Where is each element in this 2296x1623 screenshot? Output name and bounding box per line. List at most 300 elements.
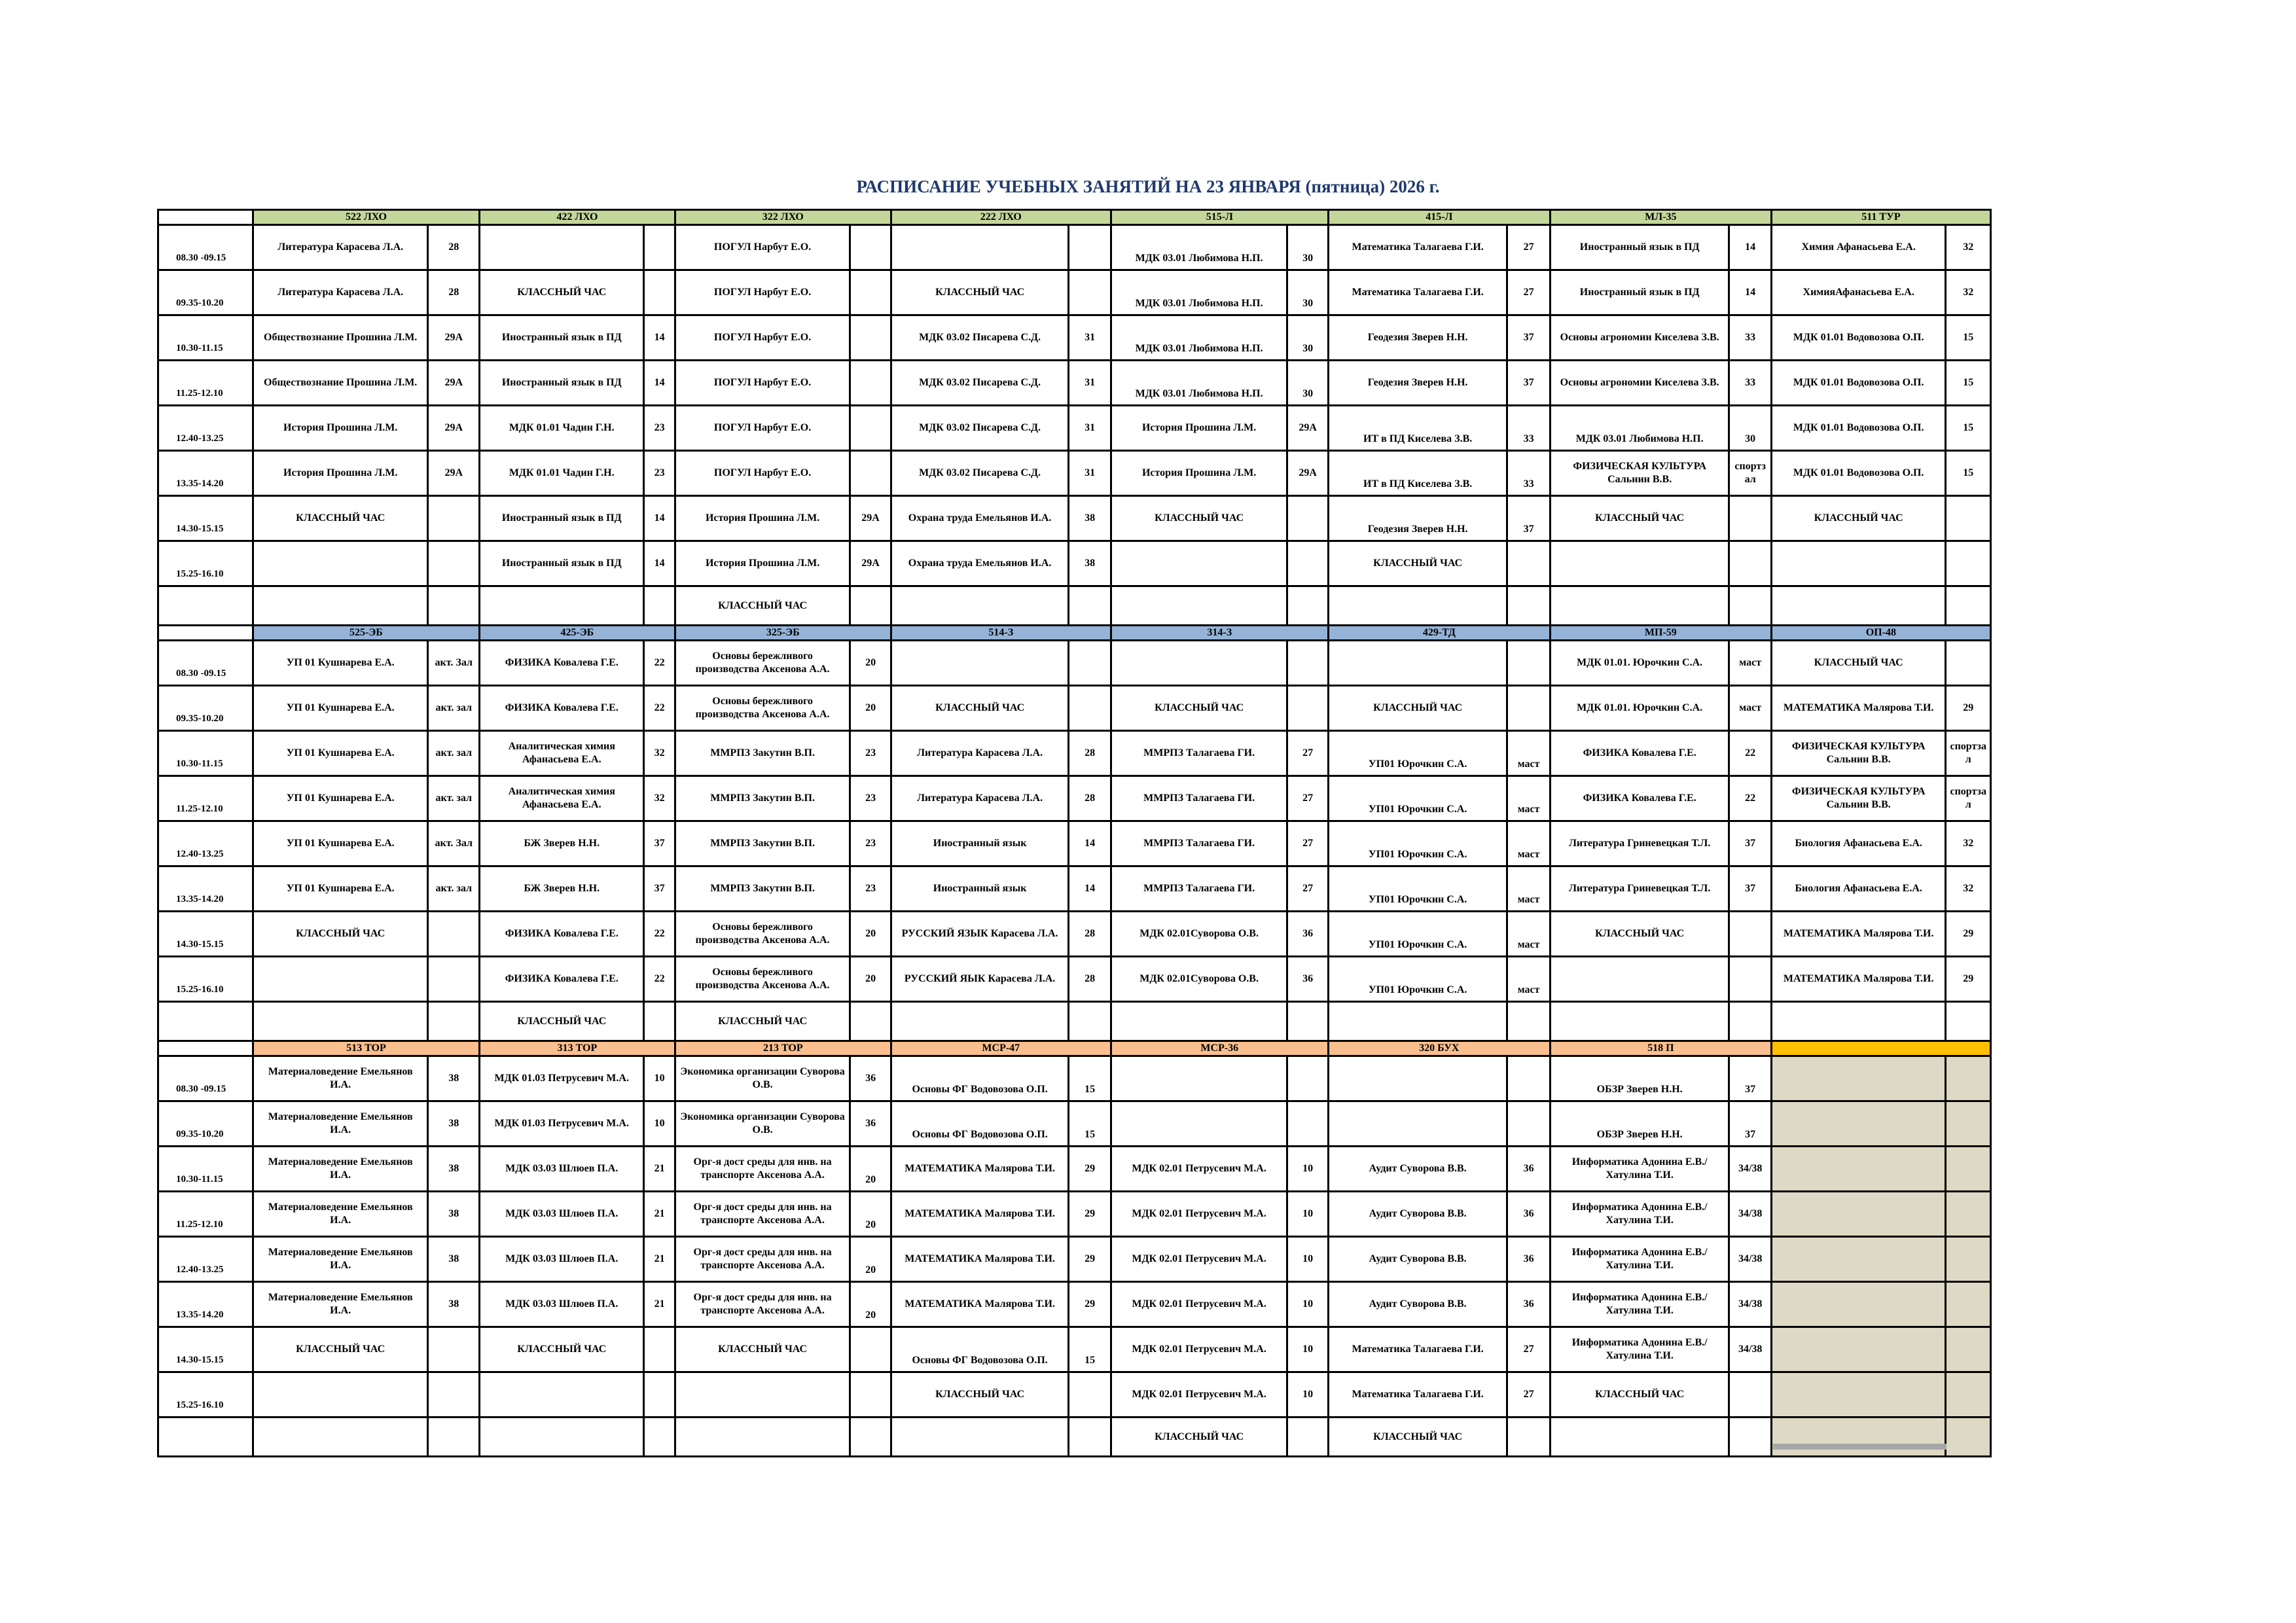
lesson-subject: Геодезия Зверев Н.Н. bbox=[1328, 361, 1507, 406]
lesson-subject bbox=[253, 1418, 428, 1457]
lesson-subject: Материаловедение Емельянов И.А. bbox=[253, 1237, 428, 1282]
lesson-subject bbox=[1550, 586, 1729, 626]
lesson-subject: ПОГУЛ Нарбут Е.О. bbox=[675, 406, 850, 451]
lesson-subject: Основы бережливого производства Аксенова А.А. bbox=[675, 912, 850, 957]
group-header: МСР-36 bbox=[1111, 1041, 1328, 1056]
lesson-room: 29А bbox=[1287, 406, 1328, 451]
lesson-subject: КЛАССНЫЙ ЧАС bbox=[1328, 1418, 1507, 1457]
lesson-subject: ОБЗР Зверев Н.Н. bbox=[1550, 1101, 1729, 1147]
lesson-subject: УП 01 Кушнарева Е.А. bbox=[253, 641, 428, 686]
lesson-subject: УП01 Юрочкин С.А. bbox=[1328, 776, 1507, 821]
lesson-room bbox=[1069, 686, 1111, 731]
table-row bbox=[158, 821, 1991, 866]
lesson-room: маст bbox=[1729, 686, 1771, 731]
lesson-subject: ПОГУЛ Нарбут Е.О. bbox=[675, 315, 850, 361]
lesson-room: 30 bbox=[1287, 225, 1328, 270]
lesson-room: 21 bbox=[644, 1282, 675, 1327]
lesson-room: 29А bbox=[850, 541, 891, 586]
lesson-room: 27 bbox=[1287, 731, 1328, 776]
lesson-subject: КЛАССНЫЙ ЧАС bbox=[891, 1372, 1069, 1418]
lesson-room: 20 bbox=[850, 641, 891, 686]
lesson-subject bbox=[1771, 1237, 1946, 1282]
lesson-room: 36 bbox=[1507, 1147, 1550, 1192]
group-header-row bbox=[158, 626, 1991, 641]
lesson-room: 32 bbox=[1946, 225, 1991, 270]
lesson-room: 27 bbox=[1507, 270, 1550, 315]
lesson-room: 27 bbox=[1287, 821, 1328, 866]
lesson-subject: УП 01 Кушнарева Е.А. bbox=[253, 731, 428, 776]
lesson-room: 30 bbox=[1287, 361, 1328, 406]
lesson-room: 22 bbox=[644, 957, 675, 1002]
lesson-subject: ОБЗР Зверев Н.Н. bbox=[1550, 1056, 1729, 1101]
lesson-time: 10.30-11.15 bbox=[158, 731, 253, 776]
lesson-subject: УП 01 Кушнарева Е.А. bbox=[253, 821, 428, 866]
lesson-room: 15 bbox=[1069, 1056, 1111, 1101]
lesson-subject: МДК 01.01 Водовозова О.П. bbox=[1771, 406, 1946, 451]
lesson-room: 15 bbox=[1946, 361, 1991, 406]
lesson-room: 31 bbox=[1069, 451, 1111, 496]
lesson-time: 08.30 -09.15 bbox=[158, 1056, 253, 1101]
lesson-room: 23 bbox=[850, 821, 891, 866]
lesson-room bbox=[428, 1418, 479, 1457]
table-row bbox=[158, 776, 1991, 821]
lesson-room bbox=[428, 496, 479, 541]
lesson-subject: Геодезия Зверев Н.Н. bbox=[1328, 496, 1507, 541]
lesson-subject: КЛАССНЫЙ ЧАС bbox=[675, 1327, 850, 1372]
lesson-time: 13.35-14.20 bbox=[158, 451, 253, 496]
lesson-time: 13.35-14.20 bbox=[158, 866, 253, 912]
lesson-room bbox=[1069, 1418, 1111, 1457]
lesson-room: 20 bbox=[850, 1147, 891, 1192]
lesson-subject: Основы бережливого производства Аксенова А.А. bbox=[675, 641, 850, 686]
lesson-room bbox=[1729, 586, 1771, 626]
lesson-subject bbox=[1550, 1418, 1729, 1457]
lesson-room bbox=[428, 957, 479, 1002]
lesson-subject: КЛАССНЫЙ ЧАС bbox=[1111, 1418, 1287, 1457]
group-header bbox=[1771, 1041, 1990, 1056]
group-header: 515-Л bbox=[1111, 210, 1328, 225]
lesson-room bbox=[1946, 586, 1991, 626]
lesson-subject bbox=[1328, 1101, 1507, 1147]
lesson-subject bbox=[1771, 1327, 1946, 1372]
lesson-room: 27 bbox=[1507, 1327, 1550, 1372]
lesson-subject: МДК 03.01 Любимова Н.П. bbox=[1550, 406, 1729, 451]
lesson-subject: Материаловедение Емельянов И.А. bbox=[253, 1282, 428, 1327]
lesson-subject: УП 01 Кушнарева Е.А. bbox=[253, 866, 428, 912]
lesson-subject: Аудит Суворова В.В. bbox=[1328, 1147, 1507, 1192]
lesson-time: 14.30-15.15 bbox=[158, 912, 253, 957]
lesson-subject: КЛАССНЫЙ ЧАС bbox=[1328, 686, 1507, 731]
lesson-room bbox=[644, 1002, 675, 1041]
lesson-time: 11.25-12.10 bbox=[158, 776, 253, 821]
lesson-subject: Иностранный язык bbox=[891, 821, 1069, 866]
lesson-subject: ПОГУЛ Нарбут Е.О. bbox=[675, 361, 850, 406]
lesson-room: 36 bbox=[850, 1101, 891, 1147]
lesson-subject: История Прошина Л.М. bbox=[253, 406, 428, 451]
lesson-room: 28 bbox=[1069, 731, 1111, 776]
lesson-room: 32 bbox=[1946, 270, 1991, 315]
lesson-room: 38 bbox=[428, 1147, 479, 1192]
lesson-room bbox=[1729, 1002, 1771, 1041]
table-row bbox=[158, 496, 1991, 541]
page-title: РАСПИСАНИЕ УЧЕБНЫХ ЗАНЯТИЙ НА 23 ЯНВАРЯ (пятница) 2026 г. bbox=[856, 177, 1440, 196]
lesson-room: 20 bbox=[850, 912, 891, 957]
lesson-room: 37 bbox=[1507, 496, 1550, 541]
lesson-room: маст bbox=[1507, 912, 1550, 957]
lesson-subject: МДК 02.01Суворова О.В. bbox=[1111, 912, 1287, 957]
lesson-subject bbox=[1771, 1101, 1946, 1147]
lesson-room: 30 bbox=[1287, 270, 1328, 315]
lesson-subject bbox=[675, 1418, 850, 1457]
lesson-subject: Материаловедение Емельянов И.А. bbox=[253, 1056, 428, 1101]
lesson-subject: КЛАССНЫЙ ЧАС bbox=[1771, 496, 1946, 541]
lesson-subject: КЛАССНЫЙ ЧАС bbox=[1771, 641, 1946, 686]
lesson-subject: Информатика Адонина Е.В./Хатулина Т.И. bbox=[1550, 1192, 1729, 1237]
table-row bbox=[158, 1372, 1991, 1418]
lesson-subject: МДК 03.03 Шлюев П.А. bbox=[479, 1192, 644, 1237]
lesson-subject: КЛАССНЫЙ ЧАС bbox=[1328, 541, 1507, 586]
group-header: 425-ЭБ bbox=[479, 626, 675, 641]
lesson-subject bbox=[1111, 1056, 1287, 1101]
lesson-subject: УП 01 Кушнарева Е.А. bbox=[253, 686, 428, 731]
lesson-time: 14.30-15.15 bbox=[158, 496, 253, 541]
lesson-subject: Информатика Адонина Е.В./Хатулина Т.И. bbox=[1550, 1327, 1729, 1372]
group-header: 320 БУХ bbox=[1328, 1041, 1550, 1056]
lesson-subject: МДК 02.01 Петрусевич М.А. bbox=[1111, 1327, 1287, 1372]
lesson-room bbox=[1946, 1237, 1991, 1282]
lesson-room: 29 bbox=[1069, 1147, 1111, 1192]
lesson-subject: ММРПЗ Закутин В.П. bbox=[675, 731, 850, 776]
group-header: 518 П bbox=[1550, 1041, 1771, 1056]
group-header: 322 ЛХО bbox=[675, 210, 891, 225]
group-header-row bbox=[158, 1041, 1991, 1056]
lesson-subject: КЛАССНЫЙ ЧАС bbox=[1111, 496, 1287, 541]
lesson-subject: Химия Афанасьева Е.А. bbox=[1771, 225, 1946, 270]
lesson-time: 09.35-10.20 bbox=[158, 686, 253, 731]
lesson-room: 38 bbox=[428, 1192, 479, 1237]
lesson-room: 28 bbox=[1069, 776, 1111, 821]
lesson-room bbox=[850, 451, 891, 496]
lesson-room bbox=[428, 1372, 479, 1418]
lesson-room bbox=[1287, 1002, 1328, 1041]
lesson-subject: Основы ФГ Водовозова О.П. bbox=[891, 1101, 1069, 1147]
lesson-subject: ММРПЗ Закутин В.П. bbox=[675, 821, 850, 866]
lesson-subject: Литература Гриневецкая Т.Л. bbox=[1550, 866, 1729, 912]
lesson-subject: История Прошина Л.М. bbox=[253, 451, 428, 496]
lesson-room bbox=[428, 1002, 479, 1041]
lesson-subject: МАТЕМАТИКА Малярова Т.И. bbox=[891, 1192, 1069, 1237]
lesson-subject: Математика Талагаева Г.И. bbox=[1328, 1372, 1507, 1418]
lesson-room bbox=[850, 361, 891, 406]
lesson-room bbox=[1287, 1101, 1328, 1147]
lesson-room: акт. зал bbox=[428, 866, 479, 912]
lesson-room: 37 bbox=[1729, 866, 1771, 912]
lesson-subject: Литература Карасева Л.А. bbox=[891, 776, 1069, 821]
lesson-room: акт. зал bbox=[428, 686, 479, 731]
lesson-subject: Иностранный язык в ПД bbox=[479, 541, 644, 586]
lesson-subject: ФИЗИЧЕСКАЯ КУЛЬТУРА Сальнин В.В. bbox=[1771, 776, 1946, 821]
lesson-subject bbox=[1771, 1372, 1946, 1418]
lesson-subject bbox=[1550, 1002, 1729, 1041]
lesson-room: 22 bbox=[1729, 776, 1771, 821]
group-header: 415-Л bbox=[1328, 210, 1550, 225]
lesson-room: 37 bbox=[1729, 1101, 1771, 1147]
lesson-room: 28 bbox=[428, 225, 479, 270]
lesson-room: 28 bbox=[428, 270, 479, 315]
header-corner bbox=[158, 626, 253, 641]
lesson-time: 12.40-13.25 bbox=[158, 1237, 253, 1282]
lesson-subject: КЛАССНЫЙ ЧАС bbox=[253, 496, 428, 541]
lesson-subject bbox=[1771, 586, 1946, 626]
table-row bbox=[158, 1192, 1991, 1237]
lesson-room: 14 bbox=[644, 541, 675, 586]
table-row bbox=[158, 406, 1991, 451]
lesson-room: 23 bbox=[850, 731, 891, 776]
lesson-room bbox=[1287, 586, 1328, 626]
lesson-subject: МДК 03.02 Писарева С.Д. bbox=[891, 315, 1069, 361]
lesson-time bbox=[158, 1418, 253, 1457]
lesson-room: 36 bbox=[1507, 1192, 1550, 1237]
lesson-room: 38 bbox=[428, 1101, 479, 1147]
lesson-subject: ПОГУЛ Нарбут Е.О. bbox=[675, 225, 850, 270]
lesson-room: 37 bbox=[1507, 361, 1550, 406]
lesson-room bbox=[1287, 641, 1328, 686]
lesson-subject: МАТЕМАТИКА Малярова Т.И. bbox=[1771, 957, 1946, 1002]
lesson-subject: ФИЗИКА Ковалева Г.Е. bbox=[479, 912, 644, 957]
lesson-subject bbox=[1550, 541, 1729, 586]
table-row bbox=[158, 361, 1991, 406]
lesson-subject: Основы агрономии Киселева З.В. bbox=[1550, 315, 1729, 361]
lesson-subject: Информатика Адонина Е.В./Хатулина Т.И. bbox=[1550, 1237, 1729, 1282]
lesson-subject: БЖ Зверев Н.Н. bbox=[479, 821, 644, 866]
table-row bbox=[158, 541, 1991, 586]
lesson-room bbox=[1069, 641, 1111, 686]
lesson-subject: Математика Талагаева Г.И. bbox=[1328, 270, 1507, 315]
lesson-room: 10 bbox=[1287, 1327, 1328, 1372]
header-corner bbox=[158, 1041, 253, 1056]
lesson-subject: КЛАССНЫЙ ЧАС bbox=[253, 1327, 428, 1372]
lesson-subject: Материаловедение Емельянов И.А. bbox=[253, 1101, 428, 1147]
lesson-room: 29А bbox=[428, 361, 479, 406]
table-row bbox=[158, 225, 1991, 270]
lesson-subject: ФИЗИЧЕСКАЯ КУЛЬТУРА Сальнин В.В. bbox=[1550, 451, 1729, 496]
lesson-room: 15 bbox=[1069, 1101, 1111, 1147]
lesson-room bbox=[644, 1327, 675, 1372]
lesson-room: 34/38 bbox=[1729, 1282, 1771, 1327]
lesson-subject: Аналитическая химия Афанасьева Е.А. bbox=[479, 731, 644, 776]
lesson-subject: КЛАССНЫЙ ЧАС bbox=[891, 270, 1069, 315]
lesson-room: 21 bbox=[644, 1147, 675, 1192]
lesson-room: 29А bbox=[428, 315, 479, 361]
lesson-subject: История Прошина Л.М. bbox=[1111, 406, 1287, 451]
lesson-room bbox=[1946, 1101, 1991, 1147]
group-header: 511 ТУР bbox=[1771, 210, 1990, 225]
lesson-subject: МДК 03.02 Писарева С.Д. bbox=[891, 451, 1069, 496]
lesson-room bbox=[850, 586, 891, 626]
lesson-time: 15.25-16.10 bbox=[158, 1372, 253, 1418]
lesson-room bbox=[1946, 1192, 1991, 1237]
lesson-room: 15 bbox=[1069, 1327, 1111, 1372]
lesson-room bbox=[1729, 1418, 1771, 1457]
lesson-subject: Аналитическая химия Афанасьева Е.А. bbox=[479, 776, 644, 821]
lesson-subject: КЛАССНЫЙ ЧАС bbox=[675, 586, 850, 626]
lesson-subject: КЛАССНЫЙ ЧАС bbox=[1550, 912, 1729, 957]
lesson-room: 22 bbox=[644, 686, 675, 731]
lesson-room: 36 bbox=[850, 1056, 891, 1101]
lesson-subject: Иностранный язык в ПД bbox=[479, 496, 644, 541]
lesson-time: 15.25-16.10 bbox=[158, 957, 253, 1002]
lesson-room: 38 bbox=[428, 1237, 479, 1282]
table-row bbox=[158, 912, 1991, 957]
lesson-room: 31 bbox=[1069, 406, 1111, 451]
group-header: 514-З bbox=[891, 626, 1111, 641]
lesson-subject: Литература Гриневецкая Т.Л. bbox=[1550, 821, 1729, 866]
table-row bbox=[158, 1282, 1991, 1327]
lesson-subject: УП01 Юрочкин С.А. bbox=[1328, 731, 1507, 776]
lesson-subject: Орг-я дост среды для инв. на транспорте Аксенова А.А. bbox=[675, 1237, 850, 1282]
lesson-room: 22 bbox=[644, 641, 675, 686]
lesson-subject: Основы бережливого производства Аксенова А.А. bbox=[675, 686, 850, 731]
lesson-subject: РУССКИЙ ЯЫК Карасева Л.А. bbox=[891, 957, 1069, 1002]
lesson-room: 10 bbox=[1287, 1237, 1328, 1282]
lesson-subject: МДК 03.01 Любимова Н.П. bbox=[1111, 315, 1287, 361]
lesson-subject: МАТЕМАТИКА Малярова Т.И. bbox=[1771, 686, 1946, 731]
lesson-subject: Основы агрономии Киселева З.В. bbox=[1550, 361, 1729, 406]
lesson-room: 34/38 bbox=[1729, 1147, 1771, 1192]
table-row bbox=[158, 1237, 1991, 1282]
lesson-room: 14 bbox=[644, 361, 675, 406]
lesson-subject bbox=[253, 1372, 428, 1418]
lesson-subject: МДК 03.01 Любимова Н.П. bbox=[1111, 361, 1287, 406]
lesson-room bbox=[1946, 1056, 1991, 1101]
table-underline bbox=[1773, 1444, 1946, 1450]
lesson-subject: МДК 01.03 Петрусевич М.А. bbox=[479, 1101, 644, 1147]
lesson-subject: ФИЗИКА Ковалева Г.Е. bbox=[479, 686, 644, 731]
lesson-time: 11.25-12.10 bbox=[158, 361, 253, 406]
lesson-time: 09.35-10.20 bbox=[158, 270, 253, 315]
lesson-room: 15 bbox=[1946, 451, 1991, 496]
lesson-subject: Основы бережливого производства Аксенова А.А. bbox=[675, 957, 850, 1002]
lesson-subject: МДК 03.03 Шлюев П.А. bbox=[479, 1282, 644, 1327]
lesson-subject bbox=[891, 586, 1069, 626]
lesson-room: 37 bbox=[1507, 315, 1550, 361]
group-header: МСР-47 bbox=[891, 1041, 1111, 1056]
table-row bbox=[158, 1418, 1991, 1457]
lesson-time: 14.30-15.15 bbox=[158, 1327, 253, 1372]
lesson-room: 34/38 bbox=[1729, 1192, 1771, 1237]
lesson-room: 15 bbox=[1946, 406, 1991, 451]
lesson-subject: КЛАССНЫЙ ЧАС bbox=[675, 1002, 850, 1041]
lesson-room bbox=[850, 1327, 891, 1372]
lesson-room: 29 bbox=[1946, 686, 1991, 731]
lesson-room: 37 bbox=[644, 866, 675, 912]
lesson-time: 10.30-11.15 bbox=[158, 1147, 253, 1192]
lesson-room bbox=[1287, 496, 1328, 541]
lesson-room: 37 bbox=[1729, 1056, 1771, 1101]
lesson-room bbox=[1507, 1418, 1550, 1457]
lesson-subject bbox=[1328, 586, 1507, 626]
lesson-room: 33 bbox=[1729, 315, 1771, 361]
lesson-subject: МДК 01.01. Юрочкин С.А. bbox=[1550, 641, 1729, 686]
lesson-room: 30 bbox=[1729, 406, 1771, 451]
lesson-room: 27 bbox=[1507, 1372, 1550, 1418]
lesson-room: 10 bbox=[644, 1101, 675, 1147]
lesson-subject: ФИЗИЧЕСКАЯ КУЛЬТУРА Сальнин В.В. bbox=[1771, 731, 1946, 776]
lesson-subject: ММРПЗ Закутин В.П. bbox=[675, 776, 850, 821]
lesson-room bbox=[1507, 586, 1550, 626]
group-header: 429-ТД bbox=[1328, 626, 1550, 641]
table-row bbox=[158, 1056, 1991, 1101]
lesson-subject: Обществознание Прошина Л.М. bbox=[253, 315, 428, 361]
lesson-time: 08.30 -09.15 bbox=[158, 225, 253, 270]
lesson-room bbox=[1946, 1372, 1991, 1418]
lesson-room: 22 bbox=[644, 912, 675, 957]
lesson-time: 08.30 -09.15 bbox=[158, 641, 253, 686]
lesson-room bbox=[428, 912, 479, 957]
lesson-room bbox=[644, 586, 675, 626]
lesson-subject: МДК 01.01 Чадин Г.Н. bbox=[479, 451, 644, 496]
lesson-room: 20 bbox=[850, 957, 891, 1002]
table-row bbox=[158, 1327, 1991, 1372]
lesson-room bbox=[1069, 1372, 1111, 1418]
lesson-subject: МДК 02.01 Петрусевич М.А. bbox=[1111, 1372, 1287, 1418]
lesson-room bbox=[1507, 1002, 1550, 1041]
lesson-subject: МДК 03.03 Шлюев П.А. bbox=[479, 1237, 644, 1282]
lesson-subject: ПОГУЛ Нарбут Е.О. bbox=[675, 270, 850, 315]
lesson-subject bbox=[1111, 1101, 1287, 1147]
group-header: МП-59 bbox=[1550, 626, 1771, 641]
lesson-room bbox=[1507, 1101, 1550, 1147]
lesson-subject: КЛАССНЫЙ ЧАС bbox=[1550, 1372, 1729, 1418]
lesson-room: акт. Зал bbox=[428, 821, 479, 866]
lesson-subject: Аудит Суворова В.В. bbox=[1328, 1192, 1507, 1237]
lesson-room: 29А bbox=[1287, 451, 1328, 496]
lesson-room: 34/38 bbox=[1729, 1327, 1771, 1372]
lesson-room bbox=[850, 1002, 891, 1041]
lesson-subject: Литература Карасева Л.А. bbox=[253, 225, 428, 270]
group-header: 314-З bbox=[1111, 626, 1328, 641]
lesson-room bbox=[1287, 1056, 1328, 1101]
lesson-room: 22 bbox=[1729, 731, 1771, 776]
table-row bbox=[158, 686, 1991, 731]
lesson-subject: ИТ в ПД Киселева З.В. bbox=[1328, 406, 1507, 451]
lesson-subject: ММРПЗ Талагаева ГИ. bbox=[1111, 821, 1287, 866]
table-row bbox=[158, 586, 1991, 626]
lesson-subject bbox=[253, 541, 428, 586]
lesson-room bbox=[1946, 496, 1991, 541]
lesson-subject: Математика Талагаева Г.И. bbox=[1328, 225, 1507, 270]
table-row bbox=[158, 866, 1991, 912]
lesson-subject bbox=[253, 957, 428, 1002]
lesson-subject: Орг-я дост среды для инв. на транспорте Аксенова А.А. bbox=[675, 1147, 850, 1192]
lesson-room: 14 bbox=[1069, 866, 1111, 912]
lesson-subject bbox=[891, 225, 1069, 270]
lesson-room: 34/38 bbox=[1729, 1237, 1771, 1282]
table-row bbox=[158, 451, 1991, 496]
lesson-subject: МДК 01.01 Водовозова О.П. bbox=[1771, 361, 1946, 406]
group-header: 422 ЛХО bbox=[479, 210, 675, 225]
lesson-room bbox=[850, 406, 891, 451]
lesson-subject: МДК 01.01 Водовозова О.П. bbox=[1771, 451, 1946, 496]
lesson-room: 29 bbox=[1946, 957, 1991, 1002]
lesson-subject: Аудит Суворова В.В. bbox=[1328, 1282, 1507, 1327]
lesson-room bbox=[1946, 1418, 1991, 1457]
lesson-room: 20 bbox=[850, 1237, 891, 1282]
lesson-room: 38 bbox=[428, 1056, 479, 1101]
lesson-room: маст bbox=[1507, 731, 1550, 776]
lesson-room bbox=[1287, 686, 1328, 731]
lesson-room bbox=[428, 541, 479, 586]
